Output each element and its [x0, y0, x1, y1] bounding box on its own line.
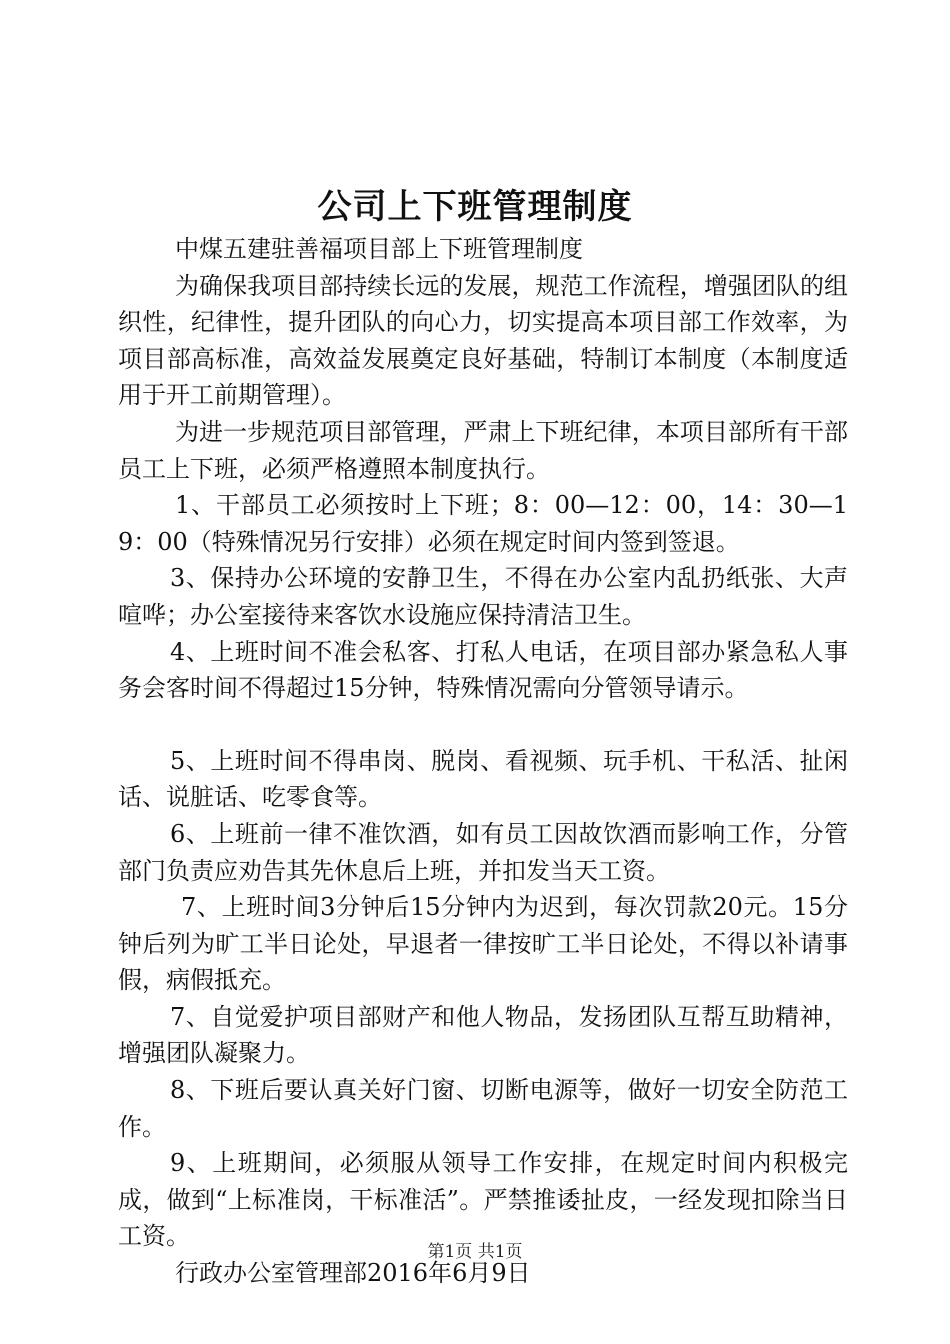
page-footer: 第1页 共1页	[427, 1242, 523, 1262]
rule-paragraph-3: 3、保持办公环境的安静卫生，不得在办公室内乱扔纸张、大声喧哗；办公室接待来客饮水设施应保持清洁卫生。	[118, 564, 848, 629]
rule-paragraph-7a: 7、上班时间3分钟后15分钟内为迟到，每次罚款20元。15分钟后列为旷工半日论处，早退者一律按旷工半日论处，不得以补请事假，病假抵充。	[118, 893, 848, 995]
document-body	[118, 231, 848, 1292]
rule-paragraph-5: 5、上班时间不得串岗、脱岗、看视频、玩手机、干私活、扯闲话、说脏话、吃零食等。	[118, 746, 848, 812]
rule-paragraph-1: 1、干部员工必须按时上下班；8：00—12：00，14：30—19：00（特殊情况另行安排）必须在规定时间内签到签退。	[118, 491, 848, 556]
rule-paragraph-9: 9、上班期间，必须服从领导工作安排，在规定时间内积极完成，做到“上标准岗，干标准活”。严禁推诿扯皮，一经发现扣除当日工资。	[118, 1149, 848, 1251]
rule-paragraph-7b: 7、自觉爱护项目部财产和他人物品，发扬团队互帮互助精神，增强团队凝聚力。	[118, 1002, 848, 1068]
subtitle-paragraph: 中煤五建驻善福项目部上下班管理制度	[175, 235, 583, 263]
rule-paragraph-4: 4、上班时间不准会私客、打私人电话，在项目部办紧急私人事务会客时间不得超过15分钟，特殊情况需向分管领导请示。	[118, 637, 848, 703]
rule-paragraph-6: 6、上班前一律不准饮酒，如有员工因故饮酒而影响工作，分管部门负责应劝告其先休息后上班，并扣发当天工资。	[118, 819, 848, 885]
intro-paragraph: 为确保我项目部持续长远的发展，规范工作流程，增强团队的组织性，纪律性，提升团队的向心力，切实提高本项目部工作效率，为项目部高标准，高效益发展奠定良好基础，特制订本制度（本制度适用于开工前期管理）。	[118, 271, 848, 410]
rule-paragraph-8: 8、下班后要认真关好门窗、切断电源等，做好一切安全防范工作。	[118, 1076, 848, 1141]
scope-paragraph: 为进一步规范项目部管理，严肃上下班纪律，本项目部所有干部员工上下班，必须严格遵照本制度执行。	[118, 417, 848, 483]
signature-line: 行政办公室管理部2016年6月9日	[175, 1259, 531, 1288]
document-title: 公司上下班管理制度	[317, 187, 633, 227]
